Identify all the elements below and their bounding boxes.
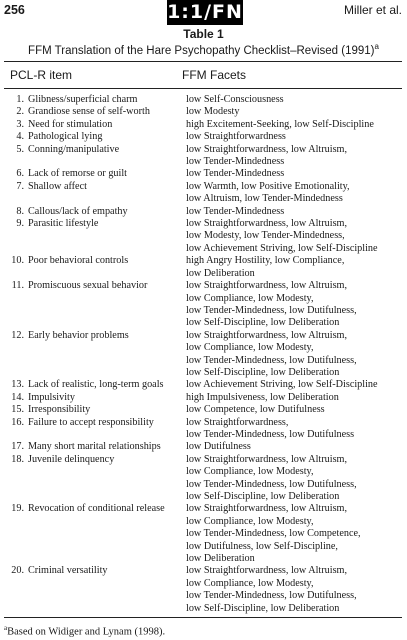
ffm-facet-line: low Straightforwardness, <box>186 416 289 428</box>
ffm-facet-line: low Compliance, low Modesty, <box>186 342 314 354</box>
ffm-facets <box>186 330 402 380</box>
ffm-facet-line: low Straightforwardness, low Altruism, <box>186 565 348 577</box>
row-number: 5. <box>16 143 24 155</box>
footnote-marker: a <box>4 624 8 632</box>
running-author: Miller et al. <box>343 3 402 17</box>
ffm-facet-line: low Tender-Mindedness, low Dutifulness, <box>186 304 357 316</box>
row-number: 19. <box>11 503 24 515</box>
pclr-item: Criminal versatility <box>28 565 108 577</box>
table-top-rule <box>4 61 402 62</box>
row-number: 6. <box>16 168 24 180</box>
ffm-facet-line: low Compliance, low Modesty, <box>186 577 314 589</box>
row-number: 12. <box>11 329 24 341</box>
row-number: 4. <box>16 131 24 143</box>
ffm-facet-line: low Warmth, low Positive Emotionality, <box>186 180 350 192</box>
ffm-facets <box>186 106 402 118</box>
ffm-facets <box>186 379 402 391</box>
ffm-facet-line: low Tender-Mindedness, low Dutifulness, <box>186 590 357 602</box>
ffm-facets <box>186 417 402 442</box>
table-title-footnote-marker: a <box>374 42 379 51</box>
ffm-facet-line: high Angry Hostility, low Compliance, <box>186 255 345 267</box>
row-number: 7. <box>16 180 24 192</box>
pclr-item: Revocation of conditional release <box>28 503 165 515</box>
ffm-facet-line: low Straightforwardness, low Altruism, <box>186 329 348 341</box>
table-row <box>4 218 402 255</box>
ffm-facet-line: low Deliberation <box>186 553 255 565</box>
table-row <box>4 181 402 206</box>
table-row <box>4 131 402 143</box>
ffm-facets <box>186 255 402 280</box>
pclr-item: Lack of remorse or guilt <box>28 168 128 180</box>
table-row <box>4 392 402 404</box>
table-body <box>4 94 402 615</box>
row-number: 8. <box>16 205 24 217</box>
ffm-facet-line: low Compliance, low Modesty, <box>186 292 314 304</box>
ffm-facets <box>186 119 402 131</box>
table-bottom-rule <box>4 617 402 618</box>
table-row <box>4 503 402 565</box>
ffm-facet-line: low Straightforwardness, low Altruism, <box>186 280 348 292</box>
pclr-item: Failure to accept responsibility <box>28 416 154 428</box>
pclr-item: Impulsivity <box>28 391 75 403</box>
ffm-facets <box>186 392 402 404</box>
ffm-facets <box>186 280 402 330</box>
ffm-facet-line: low Tender-Mindedness, low Dutifulness <box>186 428 355 440</box>
ffm-facets <box>186 131 402 143</box>
ffm-facet-line: high Excitement-Seeking, low Self-Discipline <box>186 118 374 130</box>
pclr-item: Shallow affect <box>28 180 87 192</box>
ffm-facets <box>186 441 402 453</box>
pclr-item: Callous/lack of empathy <box>28 205 128 217</box>
ffm-facet-line: low Altruism, low Tender-Mindedness <box>186 193 343 205</box>
ffm-facets <box>186 144 402 169</box>
ffm-facet-line: low Tender-Mindedness <box>186 168 285 180</box>
row-number: 14. <box>11 391 24 403</box>
ffm-facet-line: low Straightforwardness, low Altruism, <box>186 143 348 155</box>
pclr-item: Irresponsibility <box>28 404 91 416</box>
pclr-item: Many short marital relationships <box>28 441 161 453</box>
ffm-facets <box>186 454 402 504</box>
ffm-facet-line: low Tender-Mindedness, low Dutifulness, <box>186 354 357 366</box>
row-number: 16. <box>11 416 24 428</box>
table-footnote <box>4 624 165 638</box>
ffm-facet-line: low Tender-Mindedness, low Competence, <box>186 528 361 540</box>
ffm-facet-line: low Straightforwardness, low Altruism, <box>186 503 348 515</box>
table-row <box>4 280 402 330</box>
ffm-facet-line: low Self-Discipline, low Deliberation <box>186 602 340 614</box>
table-header-rule <box>4 88 402 89</box>
footnote-text: Based on Widiger and Lynam (1998). <box>7 626 166 638</box>
ffm-facets <box>186 206 402 218</box>
table-row <box>4 565 402 615</box>
pclr-item: Pathological lying <box>28 131 103 143</box>
pclr-item: Glibness/superficial charm <box>28 94 138 105</box>
ffm-facet-line: low Competence, low Dutifulness <box>186 404 325 416</box>
ffm-facet-line: low Self-Discipline, low Deliberation <box>186 317 340 329</box>
ffm-facets <box>186 404 402 416</box>
row-number: 1. <box>16 94 24 105</box>
table-row <box>4 144 402 169</box>
ffm-facet-line: low Self-Consciousness <box>186 94 284 105</box>
table-row <box>4 454 402 504</box>
table-title <box>0 42 407 57</box>
journal-logo: 1:1/FN <box>167 1 243 23</box>
ffm-facet-line: low Self-Discipline, low Deliberation <box>186 366 340 378</box>
ffm-facet-line: low Achievement Striving, low Self-Discipline <box>186 242 378 254</box>
pclr-item: Lack of realistic, long-term goals <box>28 379 164 391</box>
ffm-facet-line: low Straightforwardness <box>186 131 286 143</box>
ffm-facet-line: low Tender-Mindedness <box>186 205 285 217</box>
column-header-ffm-facets: FFM Facets <box>182 68 247 82</box>
ffm-facet-line: low Compliance, low Modesty, <box>186 515 314 527</box>
ffm-facet-line: low Modesty, low Tender-Mindedness, <box>186 230 345 242</box>
column-header-pclr-item: PCL-R item <box>10 68 73 82</box>
ffm-facets <box>186 565 402 615</box>
row-number: 15. <box>11 404 24 416</box>
ffm-facet-line: low Dutifulness, low Self-Discipline, <box>186 540 338 552</box>
table-row <box>4 379 402 391</box>
pclr-item: Poor behavioral controls <box>28 255 129 267</box>
ffm-facets <box>186 94 402 106</box>
row-number: 9. <box>16 218 24 230</box>
row-number: 3. <box>16 118 24 130</box>
ffm-facets <box>186 503 402 565</box>
row-number: 2. <box>16 106 24 118</box>
pclr-item: Promiscuous sexual behavior <box>28 280 148 292</box>
row-number: 13. <box>11 379 24 391</box>
ffm-facet-line: low Deliberation <box>186 267 255 279</box>
table-row <box>4 404 402 416</box>
table-row <box>4 417 402 442</box>
ffm-facet-line: low Dutifulness <box>186 441 251 453</box>
table-row <box>4 330 402 380</box>
ffm-facets <box>186 168 402 180</box>
ffm-facet-line: low Self-Discipline, low Deliberation <box>186 491 340 502</box>
ffm-facet-line: high Impulsiveness, low Deliberation <box>186 391 339 403</box>
table-label: Table 1 <box>183 27 224 41</box>
pclr-item: Early behavior problems <box>28 329 129 341</box>
pclr-item: Juvenile delinquency <box>28 453 115 465</box>
row-number: 18. <box>11 453 24 465</box>
table-title-text: FFM Translation of the Hare Psychopathy Checklist–Revised (1991) <box>28 44 375 57</box>
ffm-facets <box>186 181 402 206</box>
table-row <box>4 441 402 453</box>
page-number: 256 <box>4 3 25 17</box>
pclr-item: Parasitic lifestyle <box>28 218 99 230</box>
pclr-item: Conning/manipulative <box>28 143 120 155</box>
ffm-facet-line: low Modesty <box>186 106 240 118</box>
row-number: 20. <box>11 565 24 577</box>
ffm-facet-line: low Straightforwardness, low Altruism, <box>186 218 348 230</box>
ffm-facet-line: low Straightforwardness, low Altruism, <box>186 453 348 465</box>
page-header <box>4 0 402 26</box>
table-row <box>4 119 402 131</box>
ffm-facet-line: low Achievement Striving, low Self-Discipline <box>186 379 378 391</box>
row-number: 17. <box>11 441 24 453</box>
row-number: 10. <box>11 255 24 267</box>
ffm-facet-line: low Tender-Mindedness <box>186 156 285 168</box>
table-row <box>4 106 402 118</box>
pclr-item: Need for stimulation <box>28 118 113 130</box>
ffm-facet-line: low Compliance, low Modesty, <box>186 466 314 478</box>
ffm-facet-line: low Tender-Mindedness, low Dutifulness, <box>186 478 357 490</box>
table-row <box>4 94 402 106</box>
table-row <box>4 255 402 280</box>
table-row <box>4 206 402 218</box>
pclr-item: Grandiose sense of self-worth <box>28 106 150 118</box>
ffm-facets <box>186 218 402 255</box>
table-row <box>4 168 402 180</box>
row-number: 11. <box>11 280 24 292</box>
